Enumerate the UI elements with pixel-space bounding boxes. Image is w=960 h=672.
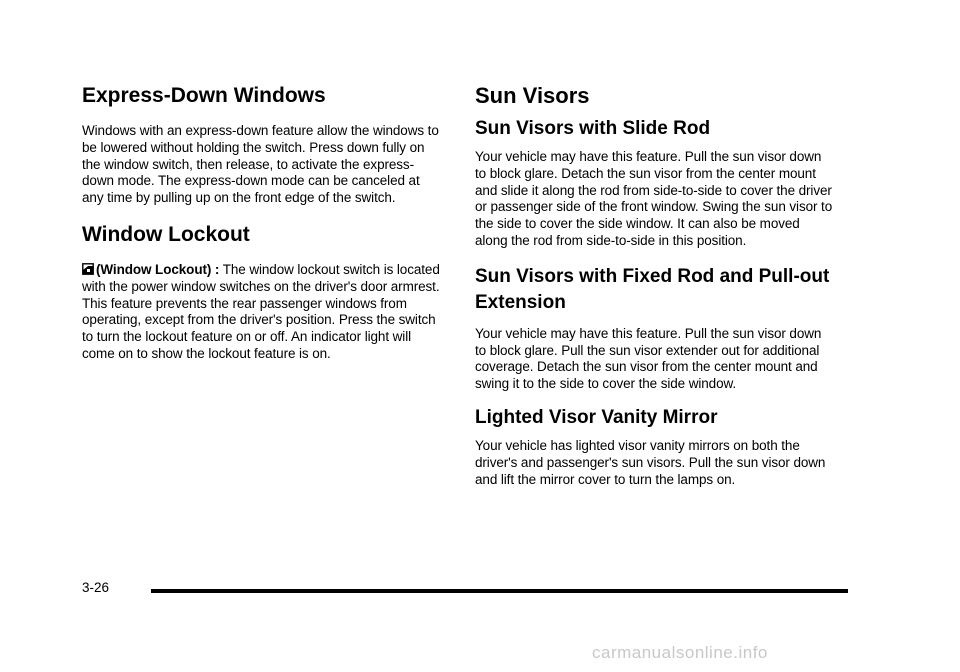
window-lockout-body [82,262,442,363]
window-lockout-icon [82,263,94,275]
page-number: 3-26 [82,580,110,595]
window-lockout-heading: Window Lockout [82,222,250,246]
slide-rod-heading: Sun Visors with Slide Rod [475,118,711,139]
vanity-mirror-heading: Lighted Visor Vanity Mirror [475,406,718,428]
window-lockout-text: The window lockout switch is located with the power window switches on the driver's door armrest. This feature prevents the rear passenger windows from operating, except from the driver's position. Press the switch to turn the lockout feature on or off. An indicator light will come on to show the lockout feature is on. [82,261,440,361]
watermark: carmanualsonline.info [592,643,768,662]
window-lockout-label: (Window Lockout) : [96,261,220,277]
footer-rule [151,589,848,593]
sun-visors-title: Sun Visors [475,83,590,108]
slide-rod-body: Your vehicle may have this feature. Pull the sun visor down to block glare. Detach the sun visor from the center mount and slide it along the rod from side-to-side to cover the driver or passenger side of the front window. Swing the sun visor to the side to cover the side window. It can also be moved along the rod from side-to-side in this position. [475,149,833,248]
left-column [82,82,442,377]
express-down-heading: Express-Down Windows [82,84,326,107]
vanity-mirror-body: Your vehicle has lighted visor vanity mirrors on both the driver's and passenger's sun visors. Pull the sun visor down and lift the mirror cover to turn the lamps on. [475,437,826,487]
express-down-body: Windows with an express-down feature allow the windows to be lowered without holding the switch. Press down fully on the window switch, then release, to activate the express-down mode. The express-down mode can be canceled at any time by pulling up on the front edge of the switch. [82,123,439,206]
fixed-rod-heading: Sun Visors with Fixed Rod and Pull-out Extension [475,265,830,313]
fixed-rod-body: Your vehicle may have this feature. Pull the sun visor down to block glare. Pull the sun visor extender out for additional coverage. Detach the sun visor from the center mount and swing it to the side to cover the side window. [475,325,822,392]
right-column [475,82,835,502]
